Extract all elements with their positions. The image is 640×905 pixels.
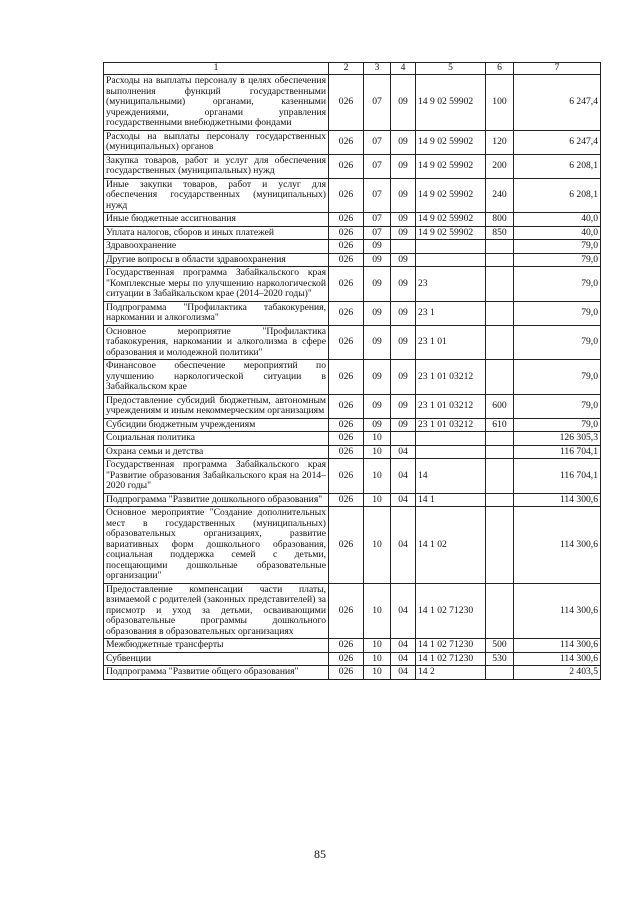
row-name: Основное мероприятие "Профилактика табакокурения, наркомании и алкоголизма в сфере образования и молодежной политики" — [104, 325, 329, 360]
row-section-code: 09 — [364, 418, 391, 432]
row-ministry-code: 026 — [329, 75, 364, 131]
row-section-code: 07 — [364, 213, 391, 227]
page-number: 85 — [314, 847, 326, 861]
row-name: Субвенции — [104, 652, 329, 666]
row-target-code: 23 1 01 — [416, 325, 486, 360]
row-name: Субсидии бюджетным учреждениям — [104, 418, 329, 432]
row-name: Подпрограмма "Профилактика табакокурения, наркомании и алкоголизма" — [104, 301, 329, 325]
table-row — [104, 507, 601, 584]
row-amount: 79,0 — [514, 301, 601, 325]
row-target-code: 14 1 02 — [416, 507, 486, 584]
row-subsection-code: 09 — [391, 418, 416, 432]
table-row — [104, 583, 601, 639]
table-row — [104, 301, 601, 325]
row-target-code — [416, 432, 486, 446]
row-expense-type-code: 600 — [486, 394, 514, 418]
row-name: Иные бюджетные ассигнования — [104, 213, 329, 227]
row-amount: 40,0 — [514, 213, 601, 227]
row-subsection-code: 04 — [391, 507, 416, 584]
row-expense-type-code — [486, 583, 514, 639]
row-amount: 79,0 — [514, 394, 601, 418]
row-name: Предоставление компенсации части платы, взимаемой с родителей (законных представителей) за присмотр и уход за детьми, осваивающими образовательные программы дошкольного образования в образовательных организациях — [104, 583, 329, 639]
row-section-code: 10 — [364, 583, 391, 639]
table-row — [104, 639, 601, 653]
row-target-code: 14 9 02 59902 — [416, 154, 486, 178]
row-amount: 114 300,6 — [514, 493, 601, 507]
row-section-code: 10 — [364, 432, 391, 446]
row-subsection-code: 04 — [391, 652, 416, 666]
row-section-code: 10 — [364, 507, 391, 584]
row-subsection-code: 04 — [391, 445, 416, 459]
table-row — [104, 154, 601, 178]
row-expense-type-code — [486, 240, 514, 254]
header-cell: 6 — [486, 63, 514, 75]
row-expense-type-code — [486, 253, 514, 267]
row-expense-type-code: 850 — [486, 226, 514, 240]
row-ministry-code: 026 — [329, 240, 364, 254]
row-section-code: 10 — [364, 652, 391, 666]
row-ministry-code: 026 — [329, 226, 364, 240]
row-subsection-code: 09 — [391, 301, 416, 325]
row-expense-type-code: 200 — [486, 154, 514, 178]
budget-table — [103, 62, 601, 680]
row-amount: 116 704,1 — [514, 445, 601, 459]
table-row — [104, 325, 601, 360]
row-name: Предоставление субсидий бюджетным, автономным учреждениям и иным некоммерческим организациям — [104, 394, 329, 418]
row-target-code: 14 9 02 59902 — [416, 75, 486, 131]
row-expense-type-code: 500 — [486, 639, 514, 653]
row-ministry-code: 026 — [329, 583, 364, 639]
row-amount: 79,0 — [514, 267, 601, 302]
table-row — [104, 240, 601, 254]
row-subsection-code: 09 — [391, 75, 416, 131]
row-expense-type-code — [486, 301, 514, 325]
table-row — [104, 445, 601, 459]
row-target-code: 14 1 — [416, 493, 486, 507]
row-amount: 79,0 — [514, 360, 601, 395]
table-row — [104, 178, 601, 213]
row-section-code: 09 — [364, 240, 391, 254]
table-row — [104, 459, 601, 494]
row-amount: 2 403,5 — [514, 666, 601, 680]
row-target-code: 23 1 01 03212 — [416, 360, 486, 395]
row-subsection-code — [391, 240, 416, 254]
row-target-code: 14 9 02 59902 — [416, 130, 486, 154]
row-subsection-code: 09 — [391, 253, 416, 267]
row-expense-type-code — [486, 360, 514, 395]
row-expense-type-code — [486, 666, 514, 680]
row-ministry-code: 026 — [329, 507, 364, 584]
row-ministry-code: 026 — [329, 639, 364, 653]
row-subsection-code: 09 — [391, 394, 416, 418]
row-amount: 6 208,1 — [514, 178, 601, 213]
row-name: Финансовое обеспечение мероприятий по улучшению наркологической ситуации в Забайкальском крае — [104, 360, 329, 395]
row-name: Здравоохранение — [104, 240, 329, 254]
row-ministry-code: 026 — [329, 493, 364, 507]
row-target-code: 23 — [416, 267, 486, 302]
row-expense-type-code — [486, 493, 514, 507]
row-section-code: 07 — [364, 178, 391, 213]
row-target-code: 14 9 02 59902 — [416, 213, 486, 227]
row-target-code: 14 1 02 71230 — [416, 652, 486, 666]
row-name: Закупка товаров, работ и услуг для обеспечения государственных (муниципальных) нужд — [104, 154, 329, 178]
row-ministry-code: 026 — [329, 154, 364, 178]
row-amount: 79,0 — [514, 240, 601, 254]
row-subsection-code: 09 — [391, 154, 416, 178]
row-amount: 6 247,4 — [514, 75, 601, 131]
table-body — [104, 63, 601, 680]
row-subsection-code: 09 — [391, 213, 416, 227]
table-row — [104, 652, 601, 666]
row-ministry-code: 026 — [329, 432, 364, 446]
row-section-code: 10 — [364, 666, 391, 680]
row-subsection-code: 09 — [391, 325, 416, 360]
row-ministry-code: 026 — [329, 253, 364, 267]
row-subsection-code — [391, 432, 416, 446]
table-row — [104, 130, 601, 154]
table-row — [104, 75, 601, 131]
row-subsection-code: 04 — [391, 639, 416, 653]
table-row — [104, 226, 601, 240]
row-subsection-code: 04 — [391, 459, 416, 494]
row-target-code: 23 1 01 03212 — [416, 394, 486, 418]
row-expense-type-code — [486, 459, 514, 494]
row-target-code — [416, 240, 486, 254]
row-amount: 126 305,3 — [514, 432, 601, 446]
row-ministry-code: 026 — [329, 301, 364, 325]
row-ministry-code: 026 — [329, 325, 364, 360]
row-target-code — [416, 445, 486, 459]
row-section-code: 10 — [364, 639, 391, 653]
row-name: Иные закупки товаров, работ и услуг для обеспечения государственных (муниципальных) нужд — [104, 178, 329, 213]
row-section-code: 09 — [364, 325, 391, 360]
row-expense-type-code — [486, 267, 514, 302]
row-target-code: 14 1 02 71230 — [416, 583, 486, 639]
header-cell: 1 — [104, 63, 329, 75]
row-expense-type-code: 240 — [486, 178, 514, 213]
row-target-code: 14 9 02 59902 — [416, 226, 486, 240]
row-name: Расходы на выплаты персоналу государственных (муниципальных) органов — [104, 130, 329, 154]
row-subsection-code: 09 — [391, 226, 416, 240]
row-ministry-code: 026 — [329, 130, 364, 154]
row-ministry-code: 026 — [329, 178, 364, 213]
table-row — [104, 418, 601, 432]
table-row — [104, 253, 601, 267]
row-subsection-code: 09 — [391, 178, 416, 213]
row-expense-type-code: 100 — [486, 75, 514, 131]
row-subsection-code: 09 — [391, 360, 416, 395]
row-expense-type-code: 120 — [486, 130, 514, 154]
row-section-code: 07 — [364, 154, 391, 178]
row-ministry-code: 026 — [329, 652, 364, 666]
row-amount: 79,0 — [514, 253, 601, 267]
row-ministry-code: 026 — [329, 394, 364, 418]
table-row — [104, 267, 601, 302]
row-section-code: 09 — [364, 394, 391, 418]
row-name: Расходы на выплаты персоналу в целях обеспечения выполнения функций государственными (муниципальными) органами, казенными учреждениями, органами управления государственными внебюджетными фондами — [104, 75, 329, 131]
table-row — [104, 360, 601, 395]
row-subsection-code: 04 — [391, 583, 416, 639]
row-ministry-code: 026 — [329, 360, 364, 395]
row-amount: 40,0 — [514, 226, 601, 240]
row-subsection-code: 09 — [391, 130, 416, 154]
row-amount: 6 247,4 — [514, 130, 601, 154]
row-section-code: 09 — [364, 360, 391, 395]
row-name: Подпрограмма "Развитие дошкольного образования" — [104, 493, 329, 507]
row-section-code: 09 — [364, 267, 391, 302]
header-cell: 7 — [514, 63, 601, 75]
row-expense-type-code — [486, 507, 514, 584]
row-target-code: 14 — [416, 459, 486, 494]
row-subsection-code: 04 — [391, 666, 416, 680]
row-name: Уплата налогов, сборов и иных платежей — [104, 226, 329, 240]
row-name: Государственная программа Забайкальского края "Развитие образования Забайкальского края на 2014–2020 годы" — [104, 459, 329, 494]
header-cell: 4 — [391, 63, 416, 75]
row-ministry-code: 026 — [329, 666, 364, 680]
table-row — [104, 432, 601, 446]
row-ministry-code: 026 — [329, 213, 364, 227]
row-amount: 114 300,6 — [514, 507, 601, 584]
row-expense-type-code — [486, 432, 514, 446]
row-ministry-code: 026 — [329, 267, 364, 302]
header-cell: 3 — [364, 63, 391, 75]
row-expense-type-code: 610 — [486, 418, 514, 432]
row-amount: 114 300,6 — [514, 639, 601, 653]
table-row — [104, 394, 601, 418]
row-amount: 79,0 — [514, 325, 601, 360]
row-target-code — [416, 253, 486, 267]
row-ministry-code: 026 — [329, 418, 364, 432]
row-section-code: 09 — [364, 253, 391, 267]
row-target-code: 14 9 02 59902 — [416, 178, 486, 213]
row-expense-type-code: 530 — [486, 652, 514, 666]
row-ministry-code: 026 — [329, 459, 364, 494]
row-name: Другие вопросы в области здравоохранения — [104, 253, 329, 267]
row-section-code: 07 — [364, 130, 391, 154]
row-amount: 116 704,1 — [514, 459, 601, 494]
row-subsection-code: 09 — [391, 267, 416, 302]
row-amount: 114 300,6 — [514, 583, 601, 639]
row-amount: 6 208,1 — [514, 154, 601, 178]
row-ministry-code: 026 — [329, 445, 364, 459]
row-expense-type-code — [486, 325, 514, 360]
table-row — [104, 666, 601, 680]
header-cell: 5 — [416, 63, 486, 75]
row-target-code: 14 1 02 71230 — [416, 639, 486, 653]
row-name: Государственная программа Забайкальского края "Комплексные меры по улучшению наркологической ситуации в Забайкальском крае (2014–2020 годы)" — [104, 267, 329, 302]
row-name: Межбюджетные трансферты — [104, 639, 329, 653]
table-row — [104, 493, 601, 507]
row-target-code: 23 1 — [416, 301, 486, 325]
row-expense-type-code — [486, 445, 514, 459]
header-row — [104, 63, 601, 75]
row-name: Социальная политика — [104, 432, 329, 446]
row-name: Основное мероприятие "Создание дополнительных мест в государственных (муниципальных) образовательных организациях, развитие вариативных форм дошкольного образования, социальная поддержка семей с детьми, посещающими дошкольные образовательные организации" — [104, 507, 329, 584]
row-section-code: 09 — [364, 301, 391, 325]
row-section-code: 10 — [364, 459, 391, 494]
row-target-code: 14 2 — [416, 666, 486, 680]
table-row — [104, 213, 601, 227]
header-cell: 2 — [329, 63, 364, 75]
row-name: Охрана семьи и детства — [104, 445, 329, 459]
row-amount: 79,0 — [514, 418, 601, 432]
row-name: Подпрограмма "Развитие общего образования" — [104, 666, 329, 680]
row-expense-type-code: 800 — [486, 213, 514, 227]
row-section-code: 10 — [364, 445, 391, 459]
row-target-code: 23 1 01 03212 — [416, 418, 486, 432]
row-amount: 114 300,6 — [514, 652, 601, 666]
row-section-code: 07 — [364, 226, 391, 240]
row-subsection-code: 04 — [391, 493, 416, 507]
row-section-code: 10 — [364, 493, 391, 507]
row-section-code: 07 — [364, 75, 391, 131]
